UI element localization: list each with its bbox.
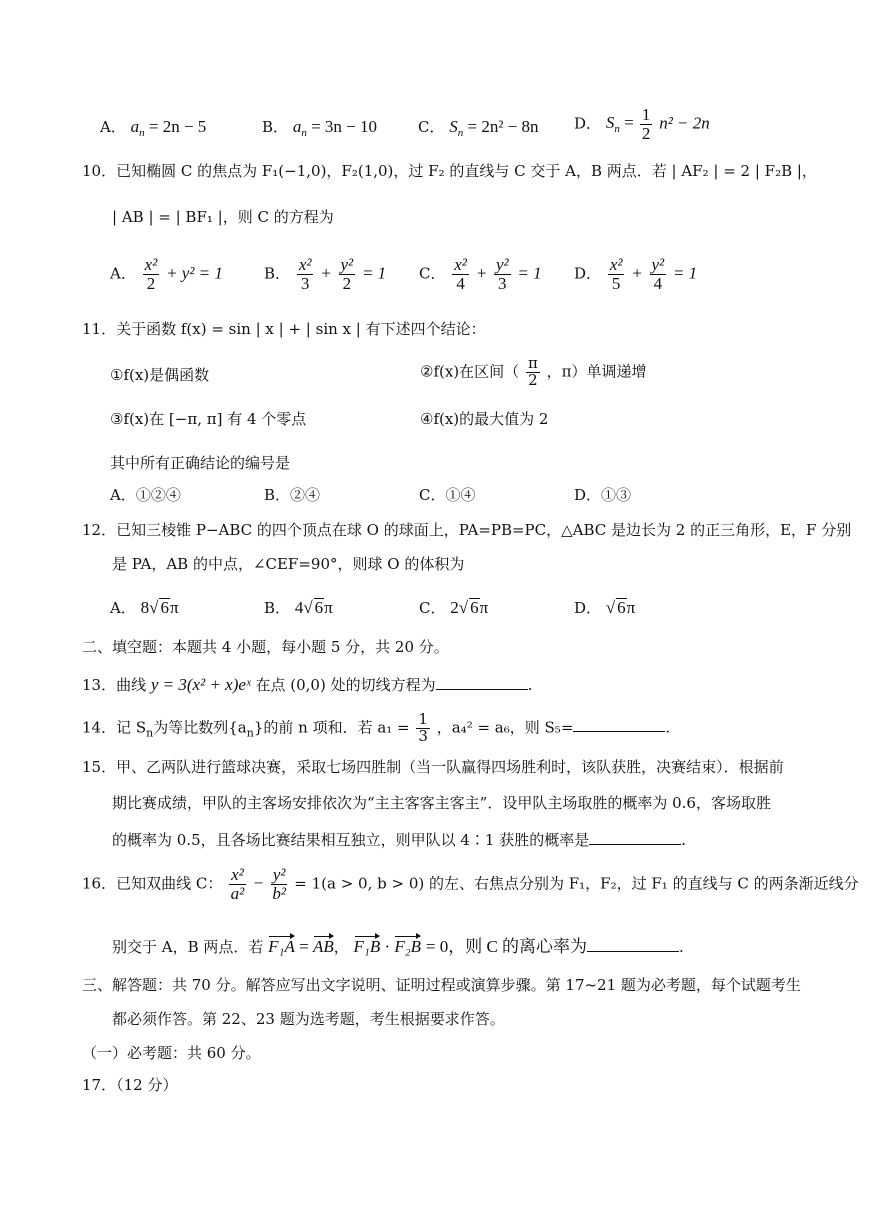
q12-stem-line1: 12．已知三棱锥 P−ABC 的四个顶点在球 O 的球面上，PA=PB=PC，△ABC 是边长为 2 的正三角形，E，F 分别 (82, 521, 852, 539)
q9-option-c: C． $S_n = 2n^2 - 8n$ (418, 117, 539, 139)
q12-stem-line2: 是 PA，AB 的中点，∠CEF=90°，则球 O 的体积为 (112, 555, 465, 573)
q11-statement-1: ①f(x)是偶函数 (110, 366, 210, 384)
q12-option-b: B． 4√ 6π (264, 598, 333, 617)
q10-option-c: C． $\frac{\text{x²}}{4}$ + $\frac{\text{y²}}{3}$ = 1 (419, 255, 542, 293)
q17-heading: 17．（12 分） (82, 1076, 178, 1094)
q11-statement-4: ④f(x)的最大值为 2 (420, 410, 549, 428)
q9-option-b: B． $a_n = 3n - 10$ (262, 117, 377, 139)
q15-line1: 15．甲、乙两队进行篮球决赛，采取七场四胜制（当一队赢得四场胜利时，该队获胜，决赛结束）．根据前 (82, 758, 784, 776)
q11-stem: 11．关于函数 f(x) = sin | x | + | sin x | 有下述四个结论： (82, 320, 486, 338)
q9-option-a: A． $a_n = 2n - 5$ (100, 117, 207, 139)
q11-option-b: B．②④ (264, 486, 321, 504)
q10-option-a: A． $\frac{\text{x²}}{2}$ + y² = 1 (110, 255, 223, 293)
answer-blank (589, 832, 681, 845)
q11-option-a: A．①②④ (110, 486, 181, 504)
q14: 14．记 $S_n$为等比数列$\{a_n\}$的前 n 项和．若 a₁ = $\frac{1}{3}$ ，a₄² = a₆，则 S₅= . (82, 710, 671, 745)
answer-blank (587, 939, 679, 952)
q9-option-d: D． $S_n$ = $\frac{1}{2}$ n² − 2n (574, 105, 710, 143)
q16-line1: 16．已知双曲线 C： $\frac{\text{x²}}{\text{a²}}$ − $\frac{\text{y²}}{\text{b²}}$ = 1(a > 0, b > 0) 的左、右焦点分别为 F₁，F₂，过 F₁ 的直线与 C 的两条渐近线分 (82, 865, 859, 903)
q12-option-d: D． √ 6π (574, 598, 636, 617)
q11-statement-2: ②f(x)在区间（ $\frac{\pi}{2}$ ，π）单调递增 (420, 354, 647, 389)
q11-option-d: D．①③ (574, 486, 632, 504)
q10-stem-line1: 10．已知椭圆 C 的焦点为 F₁(−1,0)，F₂(1,0)，过 F₂ 的直线与 C 交于 A，B 两点．若 | AF₂ | = 2 | F₂B |， (82, 162, 817, 180)
answer-blank (436, 677, 528, 690)
q10-stem-line2: | AB | = | BF₁ |，则 C 的方程为 (112, 208, 334, 226)
q13: 13．曲线 y = 3(x² + x)eˣ 在点 (0,0) 处的切线方程为 . (82, 675, 533, 694)
q12-option-a: A． 8√ 6π (110, 598, 179, 617)
section-2-heading: 二、填空题：本题共 4 小题，每小题 5 分，共 20 分。 (82, 638, 449, 656)
q16-line2: 别交于 A，B 两点．若 F₁A = AB， F₁B · F₂B = 0，则 C 的离心率为 . (112, 937, 684, 956)
q11-statement-3: ③f(x)在 [−π, π] 有 4 个零点 (110, 410, 307, 428)
q12-option-c: C． 2√ 6π (419, 598, 489, 617)
section-3-heading-line1: 三、解答题：共 70 分。解答应写出文字说明、证明过程或演算步骤。第 17~21 题为必考题，每个试题考生 (82, 976, 801, 994)
section-3-heading-line2: 都必须作答。第 22、23 题为选考题，考生根据要求作答。 (112, 1010, 505, 1028)
q11-question: 其中所有正确结论的编号是 (110, 454, 291, 472)
q15-line3: 的概率为 0.5，且各场比赛结果相互独立，则甲队以 4∶1 获胜的概率是 . (112, 831, 687, 849)
q10-option-b: B． $\frac{\text{x²}}{3}$ + $\frac{\text{y²}}{2}$ = 1 (264, 255, 387, 293)
q15-line2: 期比赛成绩，甲队的主客场安排依次为“主主客客主客主”．设甲队主场取胜的概率为 0.6，客场取胜 (112, 794, 771, 812)
q11-option-c: C．①④ (419, 486, 476, 504)
q10-option-d: D． $\frac{\text{x²}}{5}$ + $\frac{\text{y²}}{4}$ = 1 (574, 255, 698, 293)
answer-blank (573, 719, 665, 732)
subsection-required: （一）必考题：共 60 分。 (82, 1044, 261, 1062)
